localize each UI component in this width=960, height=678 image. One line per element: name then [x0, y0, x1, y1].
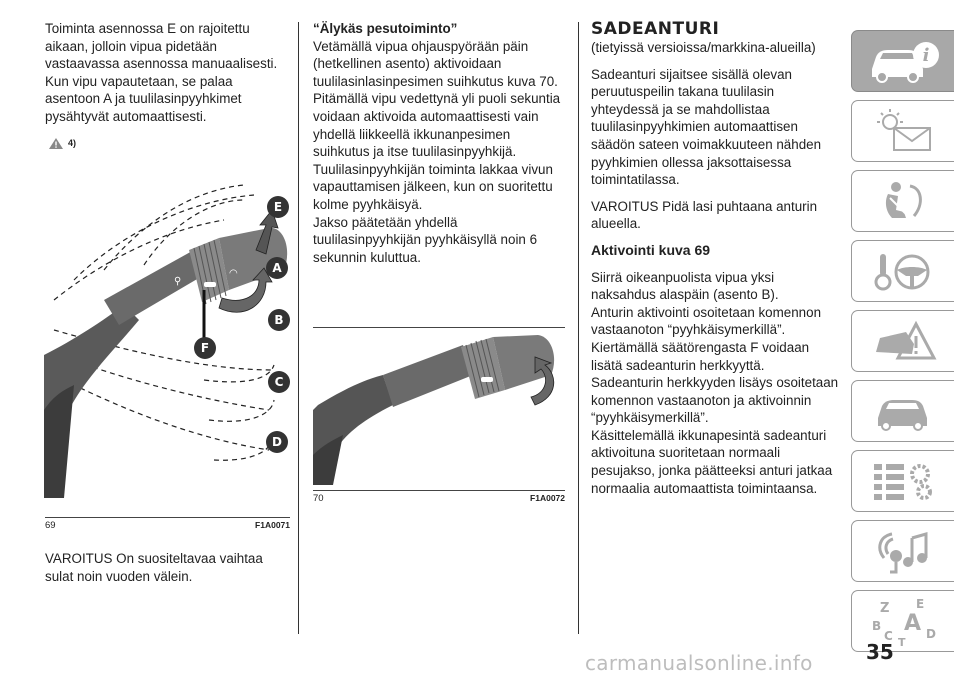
column-middle: [313, 20, 565, 266]
paragraph-smart-wash: Vetämällä vipua ohjauspyörään päin (hetkellinen asento) aktivoidaan tuulilasinlasinpesimen suihkutus kuva 70. Pitämällä vipu vedettynä yli puoli sekuntia voidaan aktivoida automaattisesti vain yhdellä liikkeellä ikkunanpesimen suihkutus ja itse tuulilasinpyyhkijä. Tuulilasinpyyhkijän toiminta lakkaa vivun vapauttamisen jälkeen, kun on suoritettu kolme pyyhkäisyä. Jakso päätetään yhdellä tuulilasinpyyhkijän pyyhkäisyllä noin 6 sekunnin kuluttua.: [313, 38, 561, 265]
figure-70-rule: [313, 490, 565, 491]
car-info-icon: [864, 39, 942, 83]
figure-69-caption: [45, 520, 290, 531]
multimedia-icon: [866, 528, 940, 574]
tab-starting-driving[interactable]: [851, 240, 954, 302]
figure-69-number: 69: [45, 520, 56, 531]
key-steering-wheel-icon: [866, 248, 940, 294]
svg-text:⚲: ⚲: [174, 276, 182, 287]
figure-70-caption: [313, 493, 565, 504]
svg-text:T: T: [898, 636, 906, 646]
column-right: [591, 20, 839, 497]
figure-69-rule: [45, 517, 290, 518]
note-ref-text: 4): [68, 137, 77, 148]
figure-69-stalk-positions: [44, 180, 294, 498]
settings-list-icon: [866, 458, 940, 504]
figure-70-number: 70: [313, 493, 324, 504]
paragraph-warning-blades: VAROITUS On suositeltavaa vaihtaa sulat noin vuoden välein.: [45, 551, 263, 584]
label-b: B: [274, 313, 284, 327]
alphabetical-index-icon: [866, 596, 940, 646]
heading-activation: Aktivointi kuva 69: [591, 241, 711, 258]
svg-text:A: A: [904, 611, 922, 636]
warning-triangle-icon: [48, 137, 64, 150]
svg-text:i: i: [922, 45, 930, 66]
column-divider-1: [298, 22, 299, 634]
label-c: C: [274, 375, 284, 389]
svg-text:B: B: [872, 619, 882, 633]
figure-70-top-rule: [313, 327, 565, 328]
svg-text:◠: ◠: [229, 268, 238, 279]
svg-text:D: D: [926, 627, 936, 641]
warning-light-message-icon: [866, 108, 940, 154]
column-divider-2: [578, 22, 579, 634]
tab-maintenance[interactable]: [851, 380, 954, 442]
tab-car-info[interactable]: [851, 30, 954, 92]
figure-69-code: F1A0071: [255, 520, 290, 530]
paragraph-warning-glass: VAROITUS Pidä lasi puhtaana anturin alueella.: [591, 198, 818, 232]
heading-smart-wash: “Älykäs pesutoiminto”: [313, 21, 458, 36]
section-title-rain-sensor: SADEANTURI: [591, 19, 720, 39]
note-reference: [48, 135, 290, 153]
car-service-icon: [866, 388, 940, 434]
column-left: [45, 20, 290, 152]
paragraph-sensor-location: Sadeanturi sijaitsee sisällä olevan peruutuspeilin takana tuulilasin yhteydessä ja se mahdollistaa tuulilasinpyyhkimien automaattisen säädön sateen voimakkuuteen nähden pyyhkimien ollessa jaksottaisessa toimintatilassa.: [591, 66, 822, 188]
svg-text:E: E: [916, 597, 925, 611]
figure-70-stalk-pull: [313, 335, 565, 485]
breakdown-warning-triangle-icon: [866, 318, 940, 364]
section-subtitle: (tietyissä versioissa/markkina-alueilla): [591, 40, 816, 55]
label-d: D: [272, 435, 282, 449]
seat-airbag-icon: [866, 178, 940, 224]
chapter-sidebar: [851, 30, 959, 660]
label-e: E: [273, 200, 283, 214]
tab-safety[interactable]: [851, 170, 954, 232]
label-f: F: [200, 341, 210, 355]
paragraph-activation: Siirrä oikeanpuolista vipua yksi naksahdus alaspäin (asento B). Anturin aktivointi osoitetaan komennon vastaanoton “pyyhkäisymerkillä”. Kiertämällä säätörengasta F voidaan lisätä sadeanturin herkkyyttä. Sadeanturin herkkyyden lisäys osoitetaan komennon vastaanoton ja aktivoinnin “pyyhkäisymerkillä”. Käsittelemällä ikkunapesintä sadeanturi aktivoituna suoritetaan normaali pesujakso, jonka päätteeksi anturi jatkaa normaalia automaattista toimintaansa.: [591, 269, 839, 496]
tab-emergency[interactable]: [851, 310, 954, 372]
figure-70-code: F1A0072: [530, 493, 565, 503]
tab-warning-lights[interactable]: [851, 100, 954, 162]
watermark-text: carmanualsonline.info: [585, 651, 813, 675]
svg-text:Z: Z: [880, 601, 890, 616]
label-a: A: [272, 261, 282, 275]
tab-technical-data[interactable]: [851, 450, 954, 512]
svg-text:C: C: [884, 629, 893, 643]
page-number: 35: [866, 640, 894, 664]
paragraph-position-e: Toiminta asennossa E on rajoitettu aikaan, jolloin vipua pidetään vastaavassa asennossa manuaalisesti. Kun vipu vapautetaan, se palaa asentoon A ja tuulilasinpyyhkimet pysähtyvät automaattisesti.: [45, 21, 278, 124]
tab-multimedia[interactable]: [851, 520, 954, 582]
